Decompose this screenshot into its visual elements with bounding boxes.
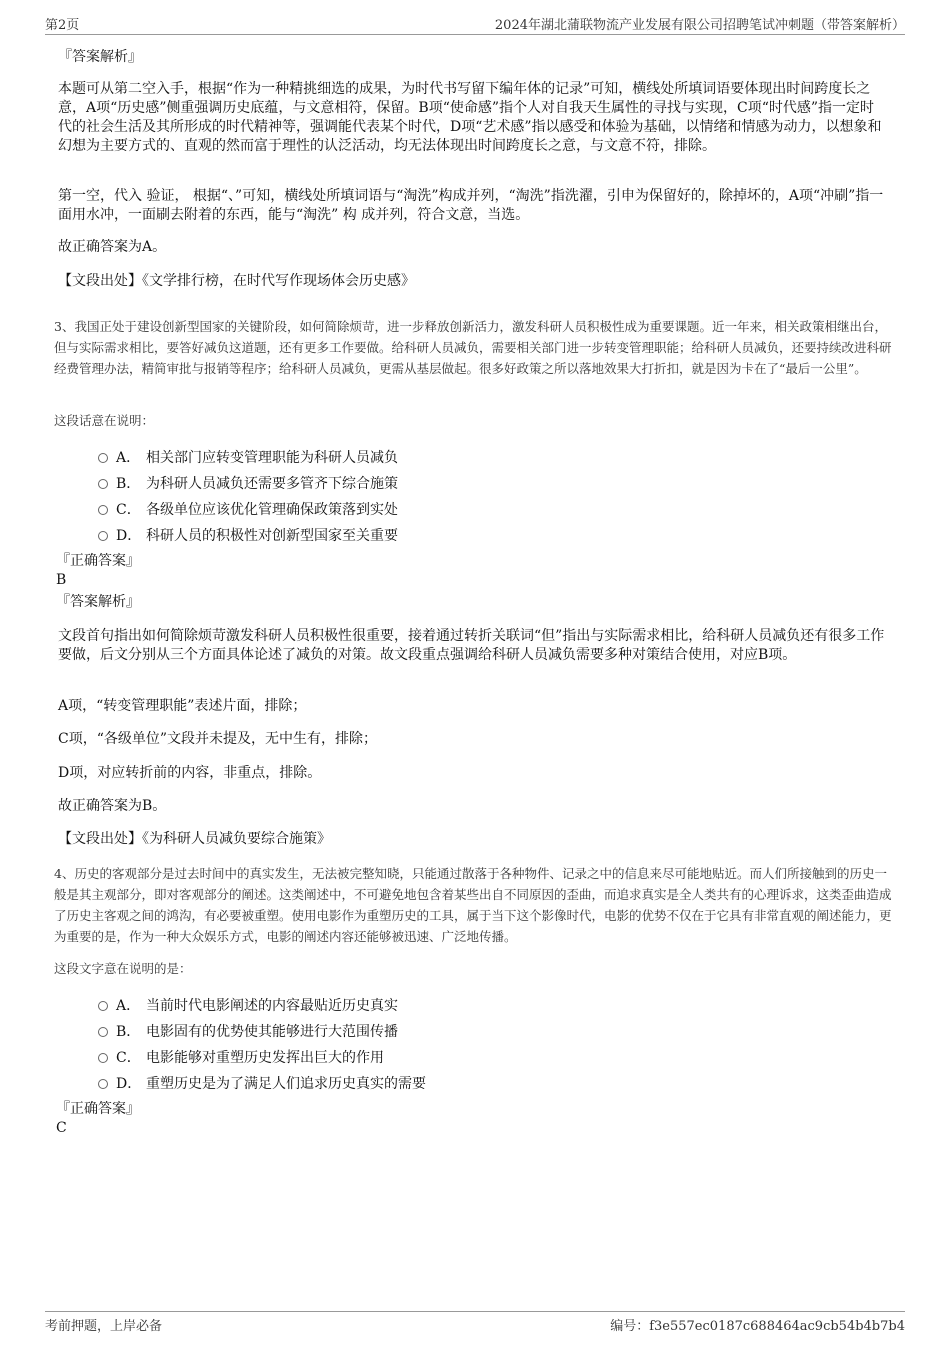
q3-answer-title: 『正确答案』 <box>56 553 140 569</box>
q3-question: 这段话意在说明： <box>54 413 155 428</box>
radio-icon[interactable] <box>98 1079 108 1089</box>
footer-slogan: 考前押题，上岸必备 <box>45 1319 163 1334</box>
q3-analysis-c: C项，“各级单位”文段并未提及，无中生有，排除； <box>58 731 378 747</box>
q3-conclusion: 故正确答案为B。 <box>58 798 167 814</box>
q3-option-b[interactable]: B． 为科研人员减负还需要多管齐下综合施策 <box>98 473 398 493</box>
page-footer <box>45 1311 905 1334</box>
q2-analysis-p1: 本题可从第二空入手，根据“作为一种精挑细选的成果，为时代书写留下编年体的记录”可知，横线处所填词语要体现出时间跨度长之意，A项“历史感”侧重强调历史底蕴，与文意相符，保留。B项“使命感”指个人对自我天生属性的寻找与实现，C项“时代感”指一定时代的社会生活及其所形成的时代精神等，强调能代表某个时代，D项“艺术感”指以感受和体验为基础，以情绪和情感为动力，以想象和幻想为主要方式的、直观的然而富于理性的认泛活动，均无法体现出时间跨度长之意，与文意不符，排除。 <box>58 81 882 154</box>
q4-answer-title: 『正确答案』 <box>56 1101 140 1117</box>
q3-analysis-title: 『答案解析』 <box>56 594 140 610</box>
page-header <box>45 14 905 35</box>
radio-icon[interactable] <box>98 1001 108 1011</box>
q3-option-d[interactable]: D． 科研人员的积极性对创新型国家至关重要 <box>98 525 398 545</box>
q4-option-d[interactable]: D． 重塑历史是为了满足人们追求历史真实的需要 <box>98 1073 426 1093</box>
q2-analysis-title: 『答案解析』 <box>58 49 142 65</box>
q3-option-c[interactable]: C． 各级单位应该优化管理确保政策落到实处 <box>98 499 398 519</box>
radio-icon[interactable] <box>98 505 108 515</box>
q3-stem: 3、我国正处于建设创新型国家的关键阶段，如何简除烦苛，进一步释放创新活力，激发科研人员积极性成为重要课题。近一年来，相关政策相继出台，但与实际需求相比，要答好减负这道题，还有更多工作要做。给科研人员减负，需要相关部门进一步转变管理职能；给科研人员减负，还要持续改进科研经费管理办法，精简审批与报销等程序；给科研人员减负，更需从基层做起。很多好政策之所以落地效果大打折扣，就是因为卡在了“最后一公里”。 <box>54 319 892 376</box>
radio-icon[interactable] <box>98 1053 108 1063</box>
radio-icon[interactable] <box>98 531 108 541</box>
q4-option-a[interactable]: A． 当前时代电影阐述的内容最贴近历史真实 <box>98 995 398 1015</box>
q4-option-b[interactable]: B． 电影固有的优势使其能够进行大范围传播 <box>98 1021 398 1041</box>
q2-conclusion: 故正确答案为A。 <box>58 239 167 255</box>
page-number: 第2页 <box>45 18 80 33</box>
document-code: 编号：f3e557ec0187c688464ac9cb54b4b7b4 <box>610 1319 905 1334</box>
q3-analysis-a: A项，“转变管理职能”表述片面，排除； <box>58 698 307 714</box>
document-title: 2024年湖北蒲联物流产业发展有限公司招聘笔试冲刺题（带答案解析） <box>494 18 905 33</box>
q2-source: 【文段出处】《文学排行榜，在时代写作现场体会历史感》 <box>58 273 415 289</box>
q3-option-a[interactable]: A． 相关部门应转变管理职能为科研人员减负 <box>98 447 398 467</box>
q4-answer: C <box>56 1120 67 1136</box>
radio-icon[interactable] <box>98 479 108 489</box>
q3-source: 【文段出处】《为科研人员减负要综合施策》 <box>58 831 331 847</box>
q4-question: 这段文字意在说明的是： <box>54 961 192 976</box>
q2-analysis-p2: 第一空，代入 验证， 根据“、”可知，横线处所填词语与“淘洗”构成并列，“淘洗”指洗濯，引申为保留好的，除掉坏的，A项“冲刷”指一面用水冲，一面刷去附着的东西，能与“淘洗” 构 成并列，符合文意，当选。 <box>58 188 884 223</box>
q3-answer: B <box>56 572 67 588</box>
q3-analysis-p1: 文段首句指出如何简除烦苛激发科研人员积极性很重要，接着通过转折关联词“但”指出与实际需求相比，给科研人员减负还有很多工作要做，后文分别从三个方面具体论述了减负的对策。故文段重点强调给科研人员减负需要多种对策结合使用，对应B项。 <box>58 628 885 663</box>
q4-option-c[interactable]: C． 电影能够对重塑历史发挥出巨大的作用 <box>98 1047 384 1067</box>
q3-analysis-d: D项，对应转折前的内容，非重点，排除。 <box>58 765 322 781</box>
radio-icon[interactable] <box>98 1027 108 1037</box>
radio-icon[interactable] <box>98 453 108 463</box>
q4-stem: 4、历史的客观部分是过去时间中的真实发生，无法被完整知晓，只能通过散落于各种物件、记录之中的信息来尽可能地贴近。而人们所接触到的历史一般是其主观部分，即对客观部分的阐述。这类阐述中，不可避免地包含着某些出自不同原因的歪曲，而追求真实是全人类共有的心理诉求，这类歪曲造成了历史主客观之间的鸿沟，有必要被重塑。使用电影作为重塑历史的工具，属于当下这个影像时代，电影的优势不仅在于它具有非常直观的阐述能力，更为重要的是，作为一种大众娱乐方式，电影的阐述内容还能够被迅速、广泛地传播。 <box>54 866 892 944</box>
